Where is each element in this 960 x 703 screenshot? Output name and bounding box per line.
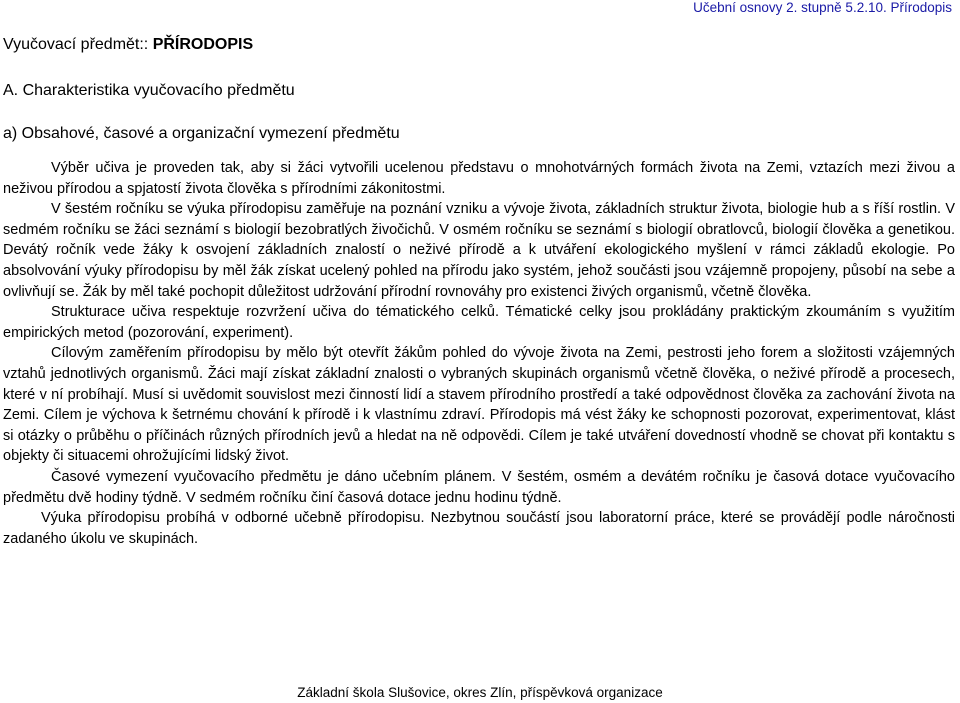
subject-label: Vyučovací předmět:: — [3, 36, 153, 53]
document-header-title: Učební osnovy 2. stupně 5.2.10. Přírodopis — [693, 0, 952, 15]
paragraph-goals: Cílovým zaměřením přírodopisu by mělo být otevřít žákům pohled do vývoje života na Zemi, pestrosti jeho forem a složitosti vzájemných vztahů jednotlivých organismů. Žáci mají získat základní znalosti o vybraných skupinách organismů včetně člověka, o neživé přírodě a procesech, které v ní probíhají. Musí si uvědomit souvislost mezi činností lidí a stavem přírodního prostředí a také odpovědnost člověka za zachování života na Zemi. Cílem je výchova k šetrnému chování k přírodě i k vlastnímu zdraví. Přírodopis má vést žáky ke schopnosti pozorovat, experimentovat, klást si otázky o průběhu o příčinách různých přírodních jevů a hledat na ně odpovědi. Cílem je také utváření dovedností vhodně se chovat při kontaktu s objekty či situacemi ohrožujícími lidský život. — [3, 345, 955, 465]
section-heading: A. Charakteristika vyučovacího předmětu — [3, 82, 295, 99]
paragraph-intro: Výběr učiva je proveden tak, aby si žáci vytvořili ucelenou představu o mnohotvárných formách života na Zemi, vztazích mezi živou a neživou přírodou a spjatostí života člověka s přírodními zákonitostmi. — [3, 160, 955, 197]
paragraph-time: Časové vymezení vyučovacího předmětu je dáno učebním plánem. V šestém, osmém a devátém ročníku je časová dotace vyučovacího předmětu dvě hodiny týdně. V sedmém ročníku činí časová dotace jednu hodinu týdně. — [3, 468, 955, 506]
paragraph-grades: V šestém ročníku se výuka přírodopisu zaměřuje na poznání vzniku a vývoje života, základních struktur života, biologie hub a s říší rostlin. V sedmém ročníku se žáci seznámí s biologií bezobratlých živočichů. V osmém ročníku se seznámí s biologií obratlovců, biologií člověka a genetikou. Devátý ročník vede žáky k osvojení základních znalostí o neživé přírodě a k utváření ekologického myšlení v rámci základů ekologie. Po absolvování výuky přírodopisu by měl žák získat ucelený pohled na přírodu jako systém, jehož součásti jsou vzájemně propojeny, působí na sebe a ovlivňují se. Žák by měl také pochopit důležitost udržování přírodní rovnováhy pro existenci živých organismů, včetně člověka. — [3, 201, 955, 300]
paragraph-classroom: Výuka přírodopisu probíhá v odborné učebně přírodopisu. Nezbytnou součástí jsou laboratorní práce, které se provádějí podle náročnosti zadaného úkolu ve skupinách. — [3, 510, 955, 547]
subject-name: PŘÍRODOPIS — [152, 36, 254, 53]
subsection-heading: a) Obsahové, časové a organizační vymezení předmětu — [3, 125, 400, 142]
document-footer: Základní škola Slušovice, okres Zlín, příspěvková organizace — [297, 685, 663, 700]
subject-line — [3, 36, 253, 54]
document-body — [3, 158, 955, 549]
paragraph-structure: Strukturace učiva respektuje rozvržení učiva do tématického celků. Tématické celky jsou prokládány praktickým zkoumáním s využitím empirických metod (pozorování, experiment). — [3, 304, 955, 341]
